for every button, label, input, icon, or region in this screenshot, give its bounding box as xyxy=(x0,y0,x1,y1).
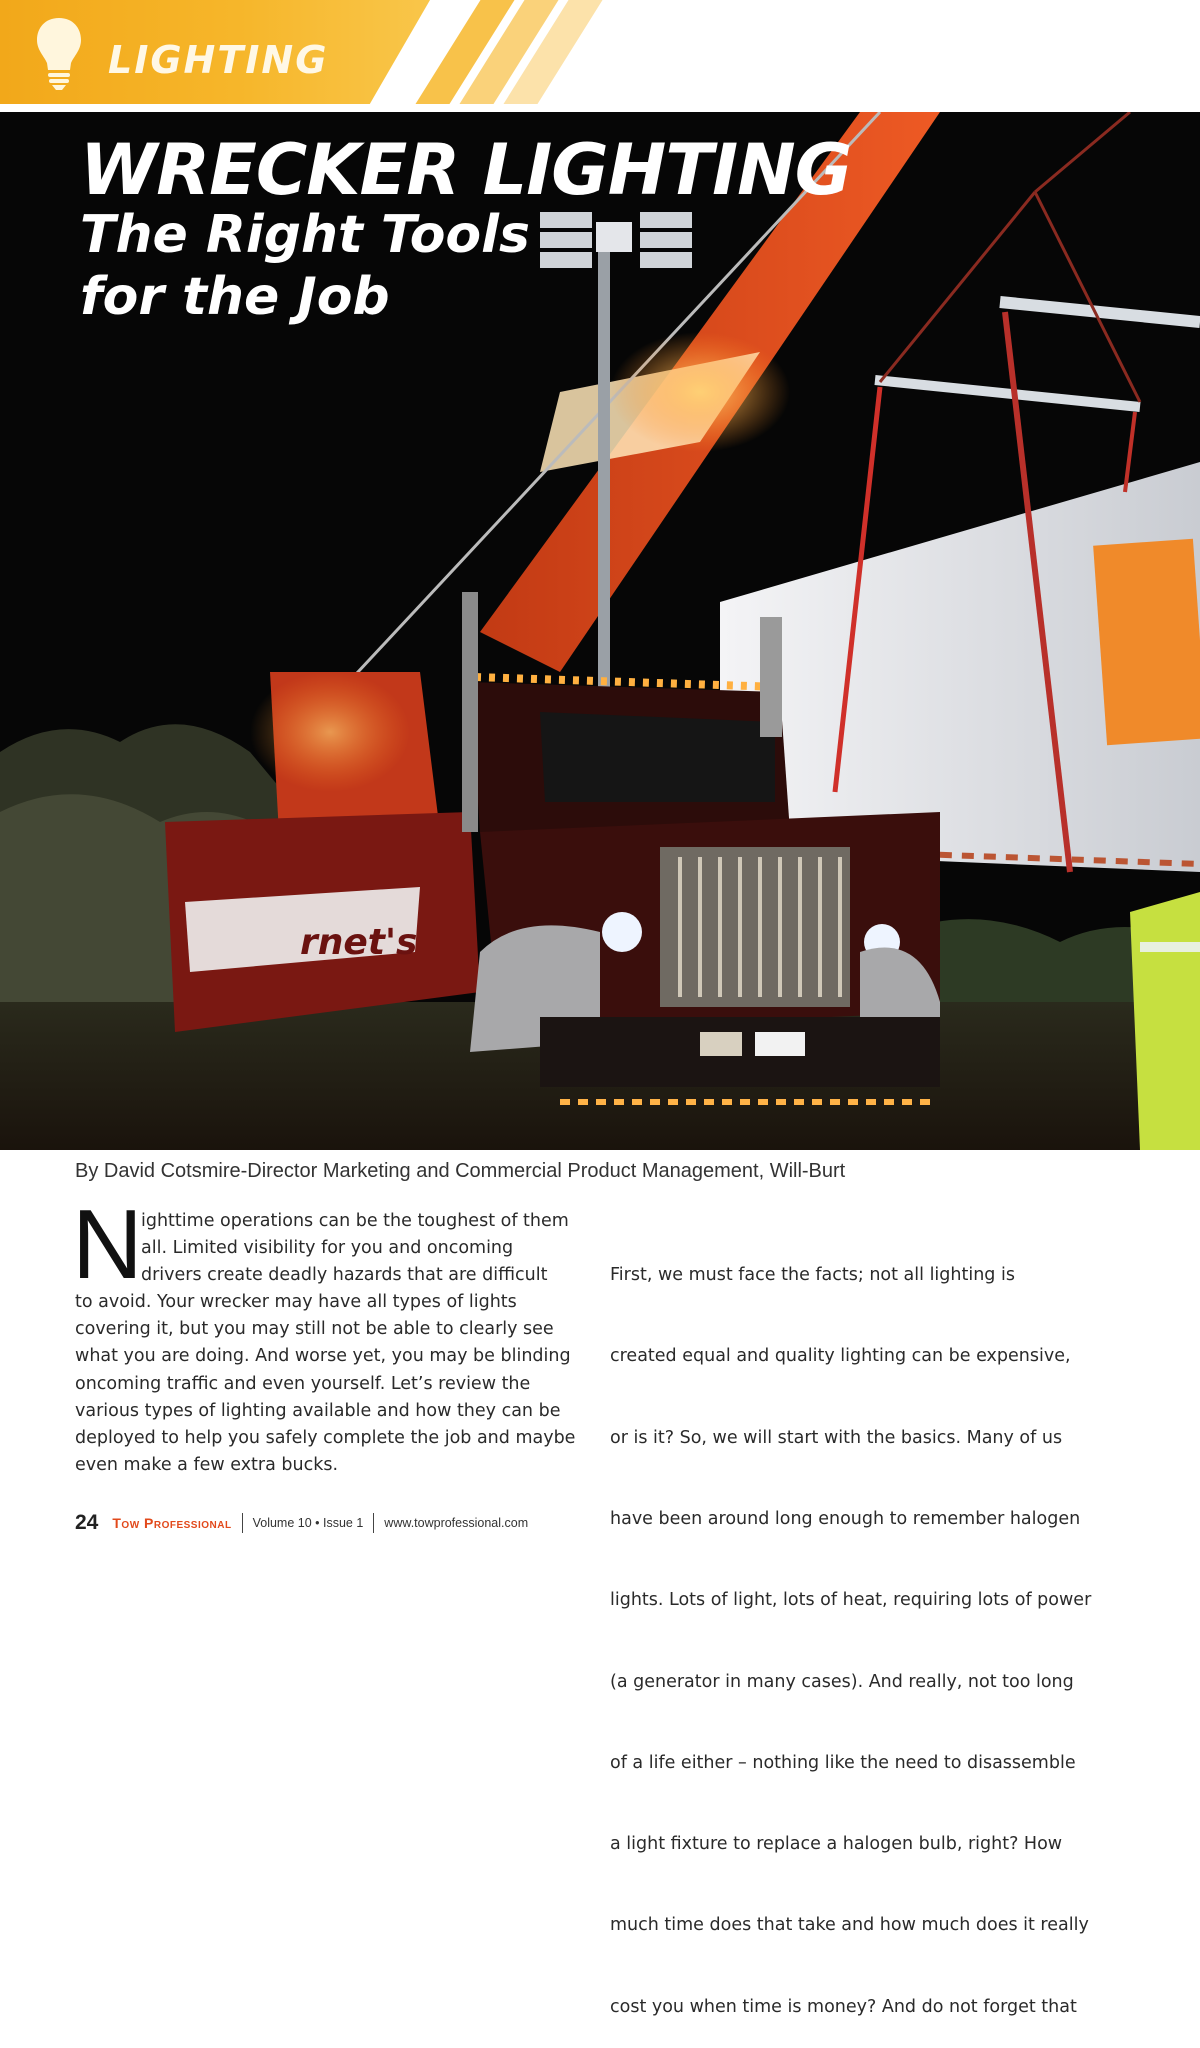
text-line: deployed to help you safely complete the job and maybe xyxy=(75,1427,576,1448)
footer-divider xyxy=(242,1513,243,1533)
text-line: created equal and quality lighting can be expensive, xyxy=(610,1346,1071,1367)
section-label: LIGHTING xyxy=(108,38,329,82)
subtitle-line: for the Job xyxy=(80,267,390,327)
text-line: what you are doing. And worse yet, you may be blinding xyxy=(75,1346,571,1367)
page-number: 24 xyxy=(75,1511,99,1534)
byline: By David Cotsmire-Director Marketing and Commercial Product Management, Will-Burt xyxy=(75,1160,846,1182)
article-title: WRECKER LIGHTING xyxy=(80,129,852,211)
text-line: to avoid. Your wrecker may have all types of lights xyxy=(75,1292,517,1313)
text-line: drivers create deadly hazards that are difficult xyxy=(141,1265,548,1286)
text-line: even make a few extra bucks. xyxy=(75,1454,339,1475)
article-column-2 xyxy=(610,1208,1120,2048)
text-line: lights. Lots of light, lots of heat, requiring lots of power xyxy=(610,1590,1092,1611)
text-line: covering it, but you may still not be able to clearly see xyxy=(75,1319,554,1340)
text-line: a light fixture to replace a halogen bulb, right? How xyxy=(610,1834,1063,1855)
drop-cap: N xyxy=(72,1189,143,1299)
article-column-1 xyxy=(75,1208,585,1479)
text-line: or is it? So, we will start with the basics. Many of us xyxy=(610,1427,1063,1448)
text-line: have been around long enough to remember halogen xyxy=(610,1509,1081,1530)
text-line: ighttime operations can be the toughest of them xyxy=(141,1211,569,1231)
text-line: cost you when time is money? And do not forget that xyxy=(610,1996,1077,2017)
text-line: all. Limited visibility for you and oncoming xyxy=(141,1238,514,1259)
text-line: oncoming traffic and even yourself. Let’s review the xyxy=(75,1373,531,1394)
lightbulb-icon xyxy=(34,16,84,92)
hero-photo xyxy=(0,112,1200,1150)
svg-text:rnet's: rnet's xyxy=(300,922,418,963)
text-line: First, we must face the facts; not all lighting is xyxy=(610,1265,1015,1286)
website-link[interactable]: www.towprofessional.com xyxy=(384,1516,529,1530)
issue-info: Volume 10 • Issue 1 xyxy=(252,1516,364,1530)
text-line: much time does that take and how much does it really xyxy=(610,1915,1089,1936)
text-line: various types of lighting available and how they can be xyxy=(75,1400,561,1421)
footer-divider xyxy=(373,1513,374,1533)
page-footer xyxy=(75,1510,528,1536)
article-subtitle xyxy=(80,204,530,328)
subtitle-line: The Right Tools xyxy=(80,205,530,265)
text-line: of a life either – nothing like the need to disassemble xyxy=(610,1752,1076,1773)
text-line: (a generator in many cases). And really, not too long xyxy=(610,1671,1074,1692)
magazine-name: Tow Professional xyxy=(112,1515,232,1531)
section-banner xyxy=(0,0,620,104)
